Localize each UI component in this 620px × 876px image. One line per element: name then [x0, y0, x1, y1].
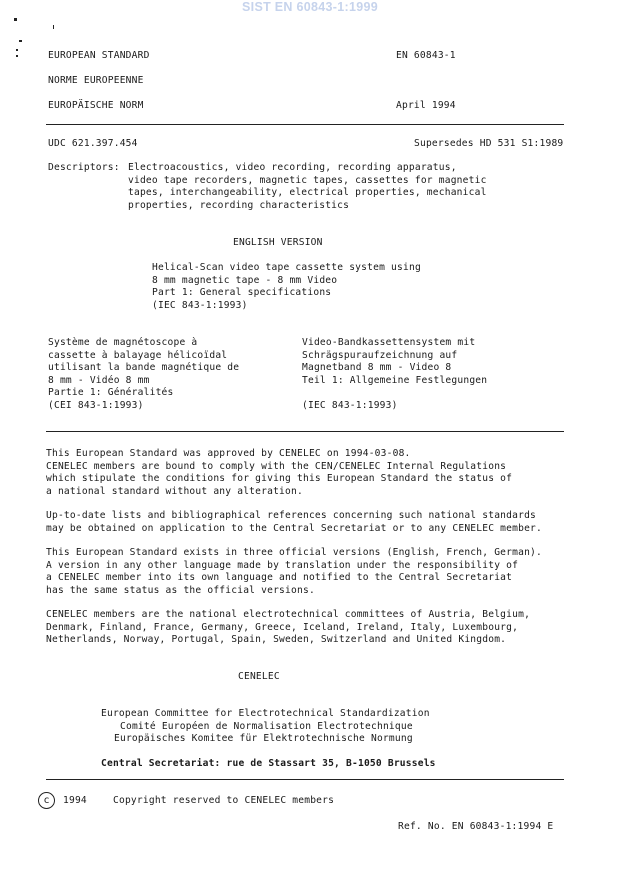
reference-number: Ref. No. EN 60843-1:1994 E	[398, 821, 554, 832]
references-paragraph-line: Up-to-date lists and bibliographical references concerning such national standards	[46, 510, 537, 521]
members-paragraph-line: CENELEC members are the national electrotechnical committees of Austria, Belgium,	[46, 609, 531, 620]
members-paragraph-line: Denmark, Finland, France, Germany, Greece, Iceland, Ireland, Italy, Luxembourg,	[46, 621, 519, 633]
approval-paragraph-line: This European Standard was approved by CENELEC on 1994-03-08.	[46, 448, 411, 459]
english-title-line: (IEC 843-1:1993)	[152, 299, 248, 311]
german-title-line: Teil 1: Allgemeine Festlegungen	[302, 374, 488, 386]
watermark: SIST EN 60843-1:1999	[242, 0, 378, 14]
descriptors-line: tapes, interchangeability, electrical properties, mechanical	[128, 187, 487, 198]
french-title-line: cassette à balayage hélicoïdal	[48, 349, 228, 361]
members-paragraph-line: Netherlands, Norway, Portugal, Spain, Sweden, Switzerland and United Kingdom.	[46, 634, 507, 645]
french-title-line: Système de magnétoscope à	[48, 337, 198, 348]
descriptors-line: Electroacoustics, video recording, recording apparatus,	[128, 162, 457, 173]
committee-name-en: European Committee for Electrotechnical Standardization	[101, 708, 430, 719]
french-title-line: (CEI 843-1:1993)	[48, 399, 144, 411]
standard-type-fr: NORME EUROPEENNE	[48, 75, 144, 86]
english-title-line: Part 1: General specifications	[152, 287, 332, 298]
scan-speck	[19, 40, 22, 42]
divider-middle	[46, 431, 564, 432]
english-version-heading: ENGLISH VERSION	[233, 237, 323, 248]
references-paragraph-line: may be obtained on application to the Central Secretariat or to any CENELEC member.	[46, 522, 543, 534]
versions-paragraph-line: a CENELEC member into its own language and notified to the Central Secretariat	[46, 572, 513, 583]
descriptors-label: Descriptors:	[48, 162, 120, 173]
approval-paragraph-line: which stipulate the conditions for giving this European Standard the status of	[46, 473, 513, 484]
french-title-line: utilisant la bande magnétique de	[48, 362, 240, 373]
scan-speck	[16, 49, 18, 51]
english-title-line: 8 mm magnetic tape - 8 mm Video	[152, 274, 338, 286]
versions-paragraph-line: has the same status as the official versions.	[46, 584, 315, 596]
german-title-line: Schrägspuraufzeichnung auf	[302, 349, 458, 361]
copyright-text: Copyright reserved to CENELEC members	[113, 795, 335, 806]
scan-speck	[14, 18, 17, 21]
supersedes: Supersedes HD 531 S1:1989	[414, 138, 564, 149]
french-title-line: Partie 1: Généralités	[48, 387, 174, 398]
copyright-icon: c	[38, 792, 55, 809]
udc-code: UDC 621.397.454	[48, 138, 138, 149]
publication-date: April 1994	[396, 100, 456, 111]
descriptors-line: properties, recording characteristics	[128, 199, 350, 211]
french-title-line: 8 mm - Vidéo 8 mm	[48, 374, 150, 386]
approval-paragraph-line: CENELEC members are bound to comply with the CEN/CENELEC Internal Regulations	[46, 460, 507, 472]
versions-paragraph-line: This European Standard exists in three official versions (English, French, German).	[46, 547, 543, 558]
versions-paragraph-line: A version in any other language made by translation under the responsibility of	[46, 559, 519, 571]
standard-number: EN 60843-1	[396, 50, 456, 61]
approval-paragraph-line: a national standard without any alteration.	[46, 485, 303, 497]
divider-top	[46, 124, 564, 125]
descriptors-line: video tape recorders, magnetic tapes, cassettes for magnetic	[128, 174, 487, 186]
standard-type-en: EUROPEAN STANDARD	[48, 50, 150, 61]
central-secretariat-address: Central Secretariat: rue de Stassart 35, B-1050 Brussels	[101, 758, 436, 769]
copyright-year: 1994	[63, 795, 87, 806]
german-title-line: Magnetband 8 mm - Video 8	[302, 362, 452, 373]
scan-speck	[53, 25, 54, 29]
german-title-line: Video-Bandkassettensystem mit	[302, 337, 476, 348]
scan-speck	[16, 55, 18, 57]
divider-bottom	[46, 779, 564, 780]
english-title-line: Helical-Scan video tape cassette system using	[152, 262, 421, 273]
german-title-line: (IEC 843-1:1993)	[302, 399, 398, 411]
standard-type-de: EUROPÄISCHE NORM	[48, 100, 144, 111]
committee-name-fr: Comité Européen de Normalisation Electrotechnique	[120, 720, 413, 732]
cenelec-name: CENELEC	[238, 671, 280, 682]
committee-name-de: Europäisches Komitee für Elektrotechnische Normung	[114, 733, 413, 744]
